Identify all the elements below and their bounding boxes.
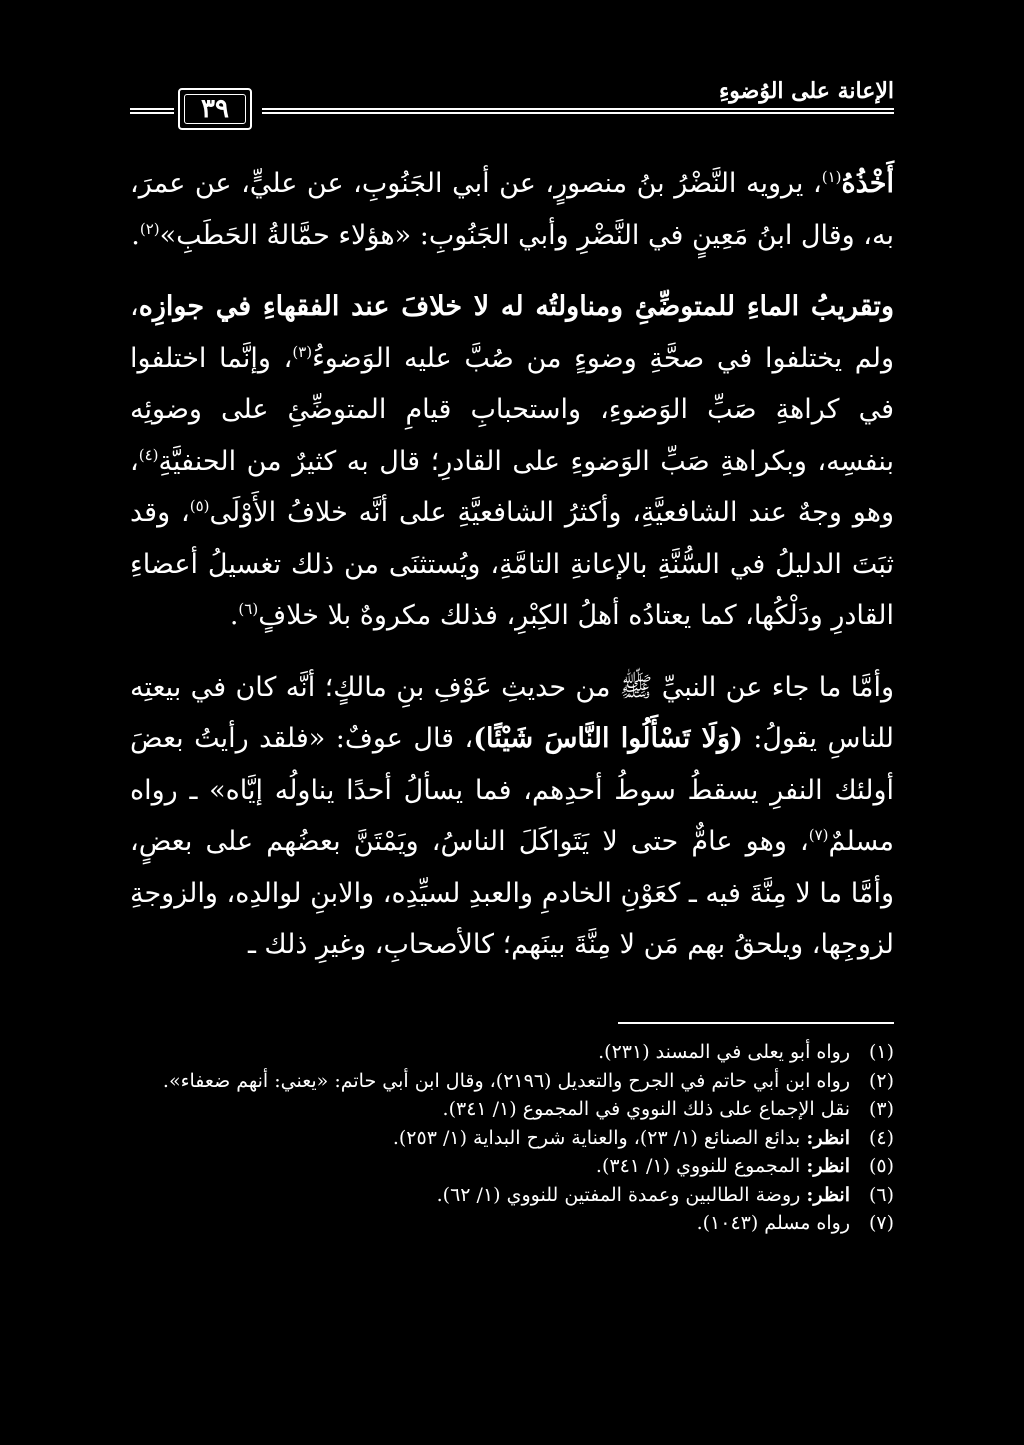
paragraph-3 bbox=[130, 662, 894, 971]
footnote-number: (٤) bbox=[868, 1126, 894, 1149]
paragraph-1-end: . bbox=[131, 219, 140, 251]
footnote-ref-5[interactable]: (٥) bbox=[189, 497, 210, 515]
paragraph-2 bbox=[130, 281, 894, 642]
footnote-text bbox=[130, 1124, 850, 1153]
paragraph-2-text-4: ، وقد ثبَتَ الدليلُ في السُّنَّةِ بالإعانةِ التامَّةِ، ويُستثنَى من ذلك تغسيلُ أعضاءِ القادرِ ودَلْكُها، كما يعتادُه أهلُ الكِبْرِ، فذلك مكروهٌ بلا خلافٍ bbox=[130, 497, 894, 631]
footnote-separator bbox=[618, 1022, 894, 1024]
paragraph-2-text-1: ، ولم يختلفوا في صحَّةِ وضوءٍ من صُبَّ عليه الوَضوءُ bbox=[130, 291, 895, 374]
paragraph-2-text-3: ، وهو وجهٌ عند الشافعيَّةِ، وأكثرُ الشافعيَّةِ على أنَّه خلافُ الأَوْلَى bbox=[130, 445, 894, 528]
footnote-number: (٣) bbox=[868, 1098, 894, 1120]
quran-verse: (وَلَا تَسْأَلُوا النَّاسَ شَيْئًا) bbox=[473, 723, 743, 754]
paragraph-1-lead: أَخْذُهُ bbox=[841, 168, 894, 199]
footnote-ref-1[interactable]: (١) bbox=[821, 168, 842, 186]
footnote-5 bbox=[130, 1152, 894, 1181]
header-rule-left bbox=[130, 108, 174, 114]
footnote-number: (١) bbox=[868, 1041, 894, 1063]
paragraph-2-end: . bbox=[229, 600, 239, 631]
paragraph-1-text: ، يرويه النَّضْرُ بنُ منصورٍ، عن أبي الجَنُوبِ، عن عليٍّ، عن عمرَ، به، وقال ابنُ مَعِينٍ في النَّضْرِ وأبي الجَنُوبِ: «هؤلاء حمَّالةُ الحَطَبِ» bbox=[130, 168, 894, 251]
footnote-1 bbox=[130, 1038, 894, 1067]
footnote-7 bbox=[130, 1209, 894, 1238]
footnote-text bbox=[130, 1152, 850, 1181]
footnote-label: انظر: bbox=[806, 1183, 850, 1206]
footnote-text: نقل الإجماع على ذلك النووي في المجموع (١/ ٣٤١). bbox=[442, 1098, 850, 1120]
footnote-number: (٦) bbox=[868, 1183, 894, 1206]
paragraph-1 bbox=[130, 158, 894, 261]
footnote-number: (٢) bbox=[868, 1069, 894, 1092]
paragraph-3-text-1: وأمَّا ما جاء عن النبيِّ ﷺ من حديثِ عَوْفِ بنِ مالكٍ؛ أنَّه كان في بيعتِه للناسِ يقولُ: bbox=[130, 671, 895, 754]
footnote-body: روضة الطالبين وعمدة المفتين للنووي (١/ ٦٢). bbox=[436, 1183, 801, 1206]
footnote-label: انظر: bbox=[806, 1126, 850, 1149]
footnote-number: (٥) bbox=[868, 1155, 894, 1177]
book-page bbox=[130, 70, 894, 1420]
paragraph-2-text-2: ، وإنَّما اختلفوا في كراهةِ صَبِّ الوَضوءِ، واستحبابِ قيامِ المتوضِّئِ على وضوئِه بنفسِه، وبكراهةِ صَبِّ الوَضوءِ على القادرِ؛ قال به كثيرٌ من الحنفيَّةِ bbox=[130, 342, 894, 477]
footnote-ref-4[interactable]: (٤) bbox=[138, 445, 159, 464]
paragraph-2-lead: وتقريبُ الماءِ للمتوضِّئِ ومناولتُه له لا خلافَ عند الفقهاءِ في جوازِه bbox=[138, 291, 894, 322]
footnote-ref-3[interactable]: (٣) bbox=[292, 342, 313, 361]
footnote-6 bbox=[130, 1181, 894, 1210]
footnote-text bbox=[130, 1181, 850, 1210]
footnotes bbox=[130, 1038, 894, 1238]
footnote-label: انظر: bbox=[806, 1155, 850, 1177]
footnote-4 bbox=[130, 1124, 894, 1153]
footnote-text: رواه أبو يعلى في المسند (٢٣١). bbox=[598, 1041, 850, 1063]
page-number: ٣٩ bbox=[201, 94, 229, 124]
footnote-body: المجموع للنووي (١/ ٣٤١). bbox=[595, 1155, 801, 1177]
footnote-ref-7[interactable]: (٧) bbox=[808, 826, 829, 844]
main-text bbox=[130, 158, 894, 971]
page-header bbox=[130, 70, 894, 130]
footnote-text: رواه مسلم (١٠٤٣). bbox=[696, 1212, 850, 1234]
page-number-box bbox=[178, 88, 252, 130]
footnote-body: بدائع الصنائع (١/ ٢٣)، والعناية شرح البداية (١/ ٢٥٣). bbox=[392, 1126, 801, 1149]
footnote-text: رواه ابن أبي حاتم في الجرح والتعديل (٢١٩٦)، وقال ابن أبي حاتم: «يعني: أنهم ضعفاء». bbox=[162, 1069, 850, 1092]
footnote-number: (٧) bbox=[868, 1212, 894, 1234]
footnote-ref-6[interactable]: (٦) bbox=[238, 600, 259, 618]
running-title: الإعانة على الوُضوءِ bbox=[718, 78, 894, 104]
paragraph-3-text-3: ، وهو عامٌّ حتى لا يَتَواكَلَ الناسُ، ويَمْتَنَّ بعضُهم على بعضٍ، وأمَّا ما لا مِنَّةَ فيه ـ كعَوْنِ الخادمِ والعبدِ لسيِّدِه، والابنِ لوالدِه، والزوجةِ لزوجِها، ويلحقُ بهم مَن لا مِنَّةَ بينَهم؛ كالأصحابِ، وغيرِ ذلك ـ bbox=[130, 826, 894, 960]
header-rule-right bbox=[262, 108, 894, 114]
footnote-3 bbox=[130, 1095, 894, 1124]
footnote-ref-2[interactable]: (٢) bbox=[139, 219, 160, 238]
paragraph-3-text-2: ، قال عوفٌ: «فلقد رأيتُ بعضَ أولئك النفرِ يسقطُ سوطُ أحدِهم، فما يسألُ أحدًا يناولُه إيَّاه» ـ رواه مسلمٌ bbox=[130, 723, 894, 857]
footnote-2 bbox=[130, 1067, 894, 1096]
